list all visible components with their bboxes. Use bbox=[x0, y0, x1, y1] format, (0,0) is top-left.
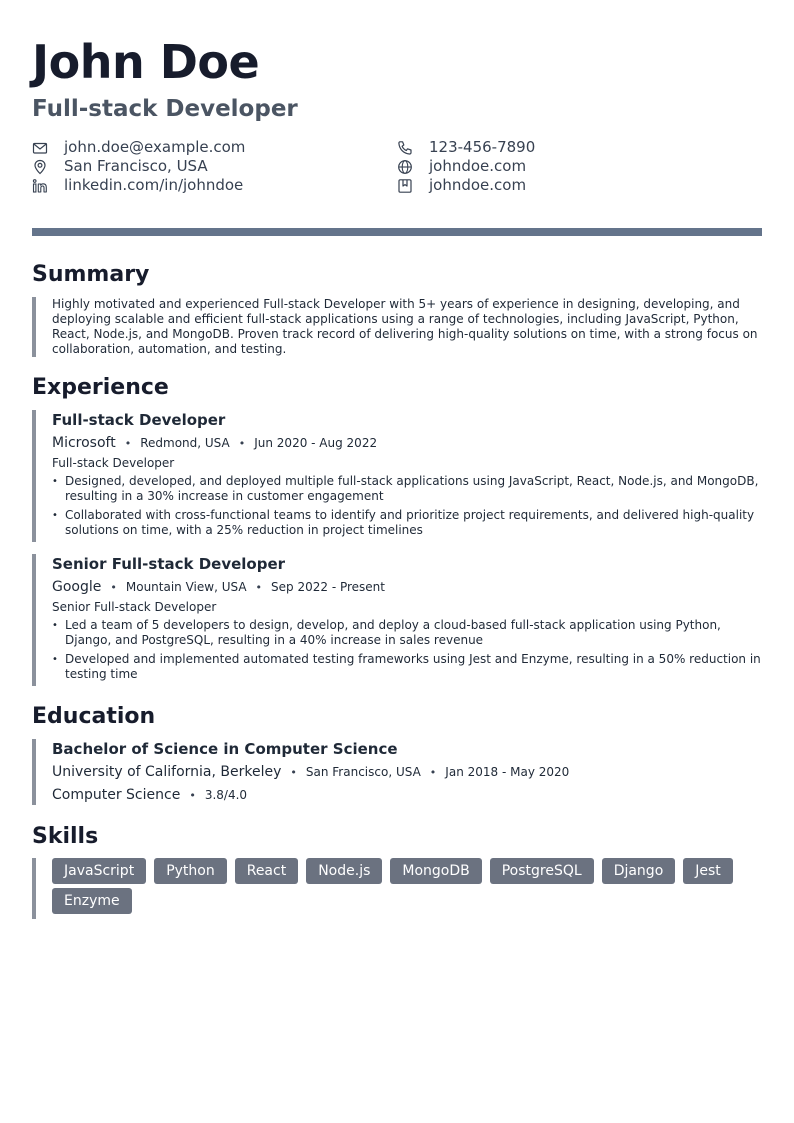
job-company: Microsoft bbox=[52, 435, 116, 451]
skill-tag: Django bbox=[602, 858, 676, 884]
candidate-title: Full-stack Developer bbox=[32, 96, 298, 122]
education-field-row bbox=[52, 786, 762, 805]
linkedin-icon bbox=[32, 178, 48, 194]
job-bullets bbox=[52, 474, 762, 538]
skills-heading: Skills bbox=[32, 824, 99, 849]
job-title: Full-stack Developer bbox=[52, 411, 226, 429]
contact-location bbox=[32, 157, 208, 176]
summary-heading: Summary bbox=[32, 262, 150, 287]
skill-tag: Python bbox=[154, 858, 227, 884]
education-entry bbox=[52, 739, 762, 805]
meta-separator: • bbox=[189, 789, 196, 802]
header-divider bbox=[32, 228, 762, 236]
summary-text: Highly motivated and experienced Full-stack Developer with 5+ years of experience in designing, developing, and deploying scalable and efficient full-stack applications using a range of technologies, including JavaScript, Python, React, Node.js, and MongoDB. Proven track record of delivering high-quality solutions on time, with a strong focus on collaboration, automation, and testing. bbox=[52, 297, 758, 356]
job-role: Senior Full-stack Developer bbox=[52, 600, 217, 614]
job-location: Redmond, USA bbox=[140, 436, 230, 450]
job-dates: Sep 2022 - Present bbox=[271, 580, 385, 594]
school-name: University of California, Berkeley bbox=[52, 764, 282, 780]
skills-list bbox=[52, 858, 762, 918]
contact-website[interactable] bbox=[397, 157, 526, 176]
globe-icon bbox=[397, 159, 413, 175]
skill-tag: Enzyme bbox=[52, 888, 132, 914]
meta-separator: • bbox=[290, 766, 297, 779]
location-pin-icon bbox=[32, 159, 48, 175]
experience-entry bbox=[52, 410, 762, 542]
meta-separator: • bbox=[429, 766, 437, 779]
job-dates: Jun 2020 - Aug 2022 bbox=[254, 436, 378, 450]
portfolio-icon bbox=[397, 178, 413, 194]
experience-accent-bar bbox=[32, 554, 36, 686]
contact-linkedin-text: linkedin.com/in/johndoe bbox=[64, 176, 244, 194]
job-role: Full-stack Developer bbox=[52, 456, 175, 470]
skills-accent-bar bbox=[32, 858, 36, 919]
job-meta bbox=[52, 434, 762, 453]
experience-entry bbox=[52, 554, 762, 686]
education-meta bbox=[52, 763, 762, 782]
job-bullet: • Designed, developed, and deployed multiple full-stack applications using JavaScript, React, Node.js, and MongoDB, resulting in a 30% increase in customer engagement bbox=[52, 474, 762, 504]
summary-accent-bar bbox=[32, 297, 36, 357]
meta-separator: • bbox=[255, 581, 263, 594]
contact-phone[interactable] bbox=[397, 138, 535, 157]
job-title: Senior Full-stack Developer bbox=[52, 555, 286, 573]
job-location: Mountain View, USA bbox=[125, 580, 247, 594]
candidate-name: John Doe bbox=[32, 35, 260, 89]
education-accent-bar bbox=[32, 739, 36, 805]
mail-icon bbox=[32, 140, 48, 156]
job-meta bbox=[52, 578, 762, 597]
contact-email[interactable] bbox=[32, 138, 245, 157]
degree-title: Bachelor of Science in Computer Science bbox=[52, 740, 398, 758]
meta-separator: • bbox=[124, 437, 132, 450]
contact-portfolio-text: johndoe.com bbox=[429, 176, 527, 194]
experience-accent-bar bbox=[32, 410, 36, 542]
gpa: 3.8/4.0 bbox=[204, 788, 248, 802]
education-heading: Education bbox=[32, 704, 156, 729]
skill-tag: JavaScript bbox=[52, 858, 146, 884]
phone-icon bbox=[397, 140, 413, 156]
meta-separator: • bbox=[238, 437, 246, 450]
contact-website-text: johndoe.com bbox=[429, 157, 527, 175]
contact-location-text: San Francisco, USA bbox=[64, 157, 208, 175]
contact-email-text: john.doe@example.com bbox=[64, 138, 246, 156]
job-bullet: • Led a team of 5 developers to design, develop, and deploy a cloud-based full-stack application using Python, Django, and PostgreSQL, resulting in a 40% increase in sales revenue bbox=[52, 618, 762, 648]
contact-linkedin[interactable] bbox=[32, 176, 243, 195]
job-bullet: • Developed and implemented automated testing frameworks using Jest and Enzyme, resulting in a 50% reduction in testing time bbox=[52, 652, 762, 682]
skill-tag: Node.js bbox=[306, 858, 382, 884]
job-bullet: • Collaborated with cross-functional teams to identify and prioritize project requirements, and delivered high-quality solutions on time, with a 25% reduction in project timelines bbox=[52, 508, 762, 538]
job-bullets bbox=[52, 618, 762, 682]
job-company: Google bbox=[52, 579, 102, 595]
skill-tag: Jest bbox=[683, 858, 733, 884]
contact-phone-text: 123-456-7890 bbox=[429, 138, 536, 156]
field-of-study: Computer Science bbox=[52, 787, 181, 803]
school-location: San Francisco, USA bbox=[305, 765, 421, 779]
skill-tag: PostgreSQL bbox=[490, 858, 594, 884]
experience-heading: Experience bbox=[32, 375, 169, 400]
skill-tag: MongoDB bbox=[390, 858, 481, 884]
education-dates: Jan 2018 - May 2020 bbox=[445, 765, 570, 779]
skill-tag: React bbox=[235, 858, 298, 884]
contact-portfolio[interactable] bbox=[397, 176, 526, 195]
meta-separator: • bbox=[110, 581, 117, 594]
